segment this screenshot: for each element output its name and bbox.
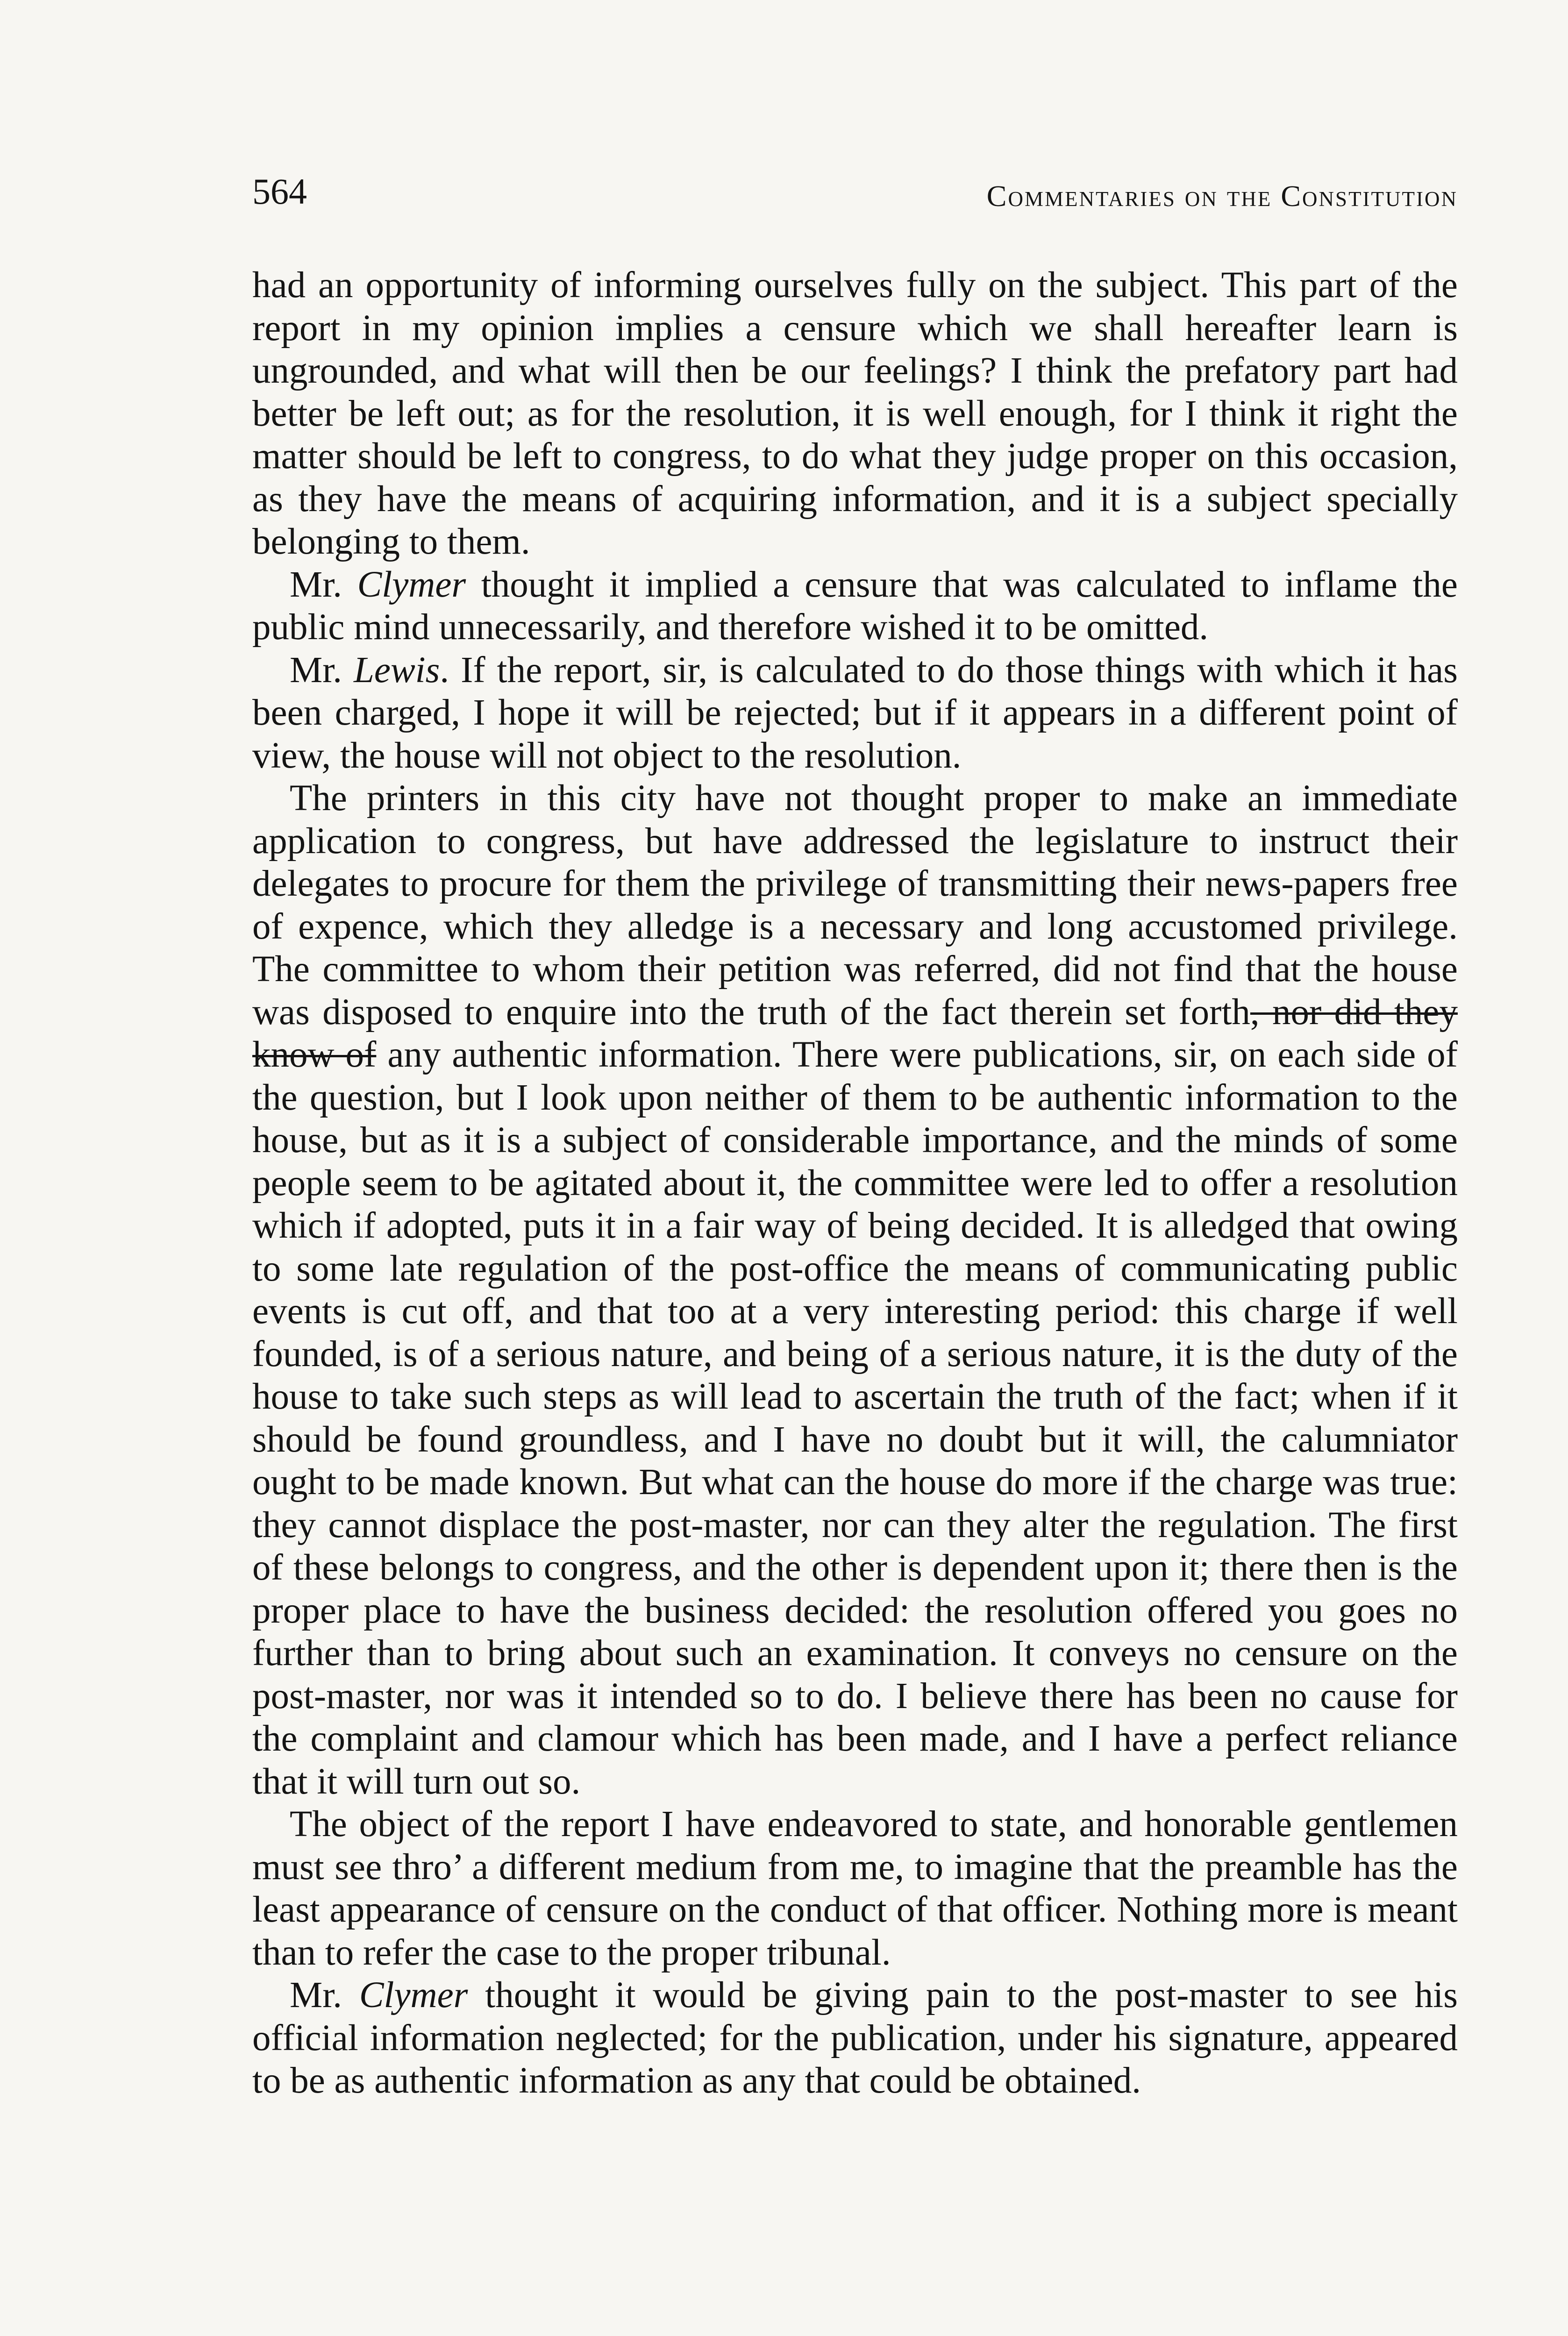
paragraph-text: thought it implied a censure that was calculated to inflame the public mind unnecessarily, and therefore wished it to be omitted. — [252, 564, 1458, 648]
body-text — [252, 264, 1458, 2102]
paragraph-text: thought it would be giving pain to the post-master to see his official information neglected; for the publication, under his signature, appeared to be as authentic information as any that could be obtained. — [252, 1975, 1458, 2101]
paragraph-object-of-report — [252, 1803, 1458, 1974]
speaker-name: Clymer — [357, 564, 466, 605]
honorific: Mr. — [290, 564, 357, 605]
paragraph-text: The printers in this city have not thought proper to make an immediate application to congress, but have addressed the legislature to instruct their delegates to procure for them the privilege of transmitting their news-papers free of expence, which they alledge is a necessary and long accustomed privilege. The committee to whom their petition was referred, did not find that the house was disposed to enquire into the truth of the fact therein set forth — [252, 778, 1458, 1033]
paragraph-printers — [252, 777, 1458, 1803]
paragraph-clymer-final — [252, 1974, 1458, 2102]
speaker-name: Clymer — [359, 1975, 468, 2016]
honorific: Mr. — [290, 649, 354, 691]
paragraph-text: had an opportunity of informing ourselves fully on the subject. This part of the report in my opinion implies a censure which we shall hereafter learn is ungrounded, and what will then be our feelings? I think the prefatory part had better be left out; as for the resolution, it is well enough, for I think it right the matter should be left to congress, to do what they judge proper on this occasion, as they have the means of acquiring information, and it is a subject specially belonging to them. — [252, 265, 1458, 562]
page-header — [252, 168, 1458, 224]
speaker-name: Lewis — [353, 649, 440, 691]
paragraph-clymer-remark — [252, 563, 1458, 649]
running-head: Commentaries on the Constitution — [986, 179, 1458, 213]
paragraph-continuation — [252, 264, 1458, 563]
page-number: 564 — [252, 171, 307, 212]
struck-through-text: , nor did they know of — [252, 991, 1458, 1075]
paragraph-text: The object of the report I have endeavored to state, and honorable gentlemen must see thro’ a different medium from me, to imagine that the preamble has the least appearance of censure on the conduct of that officer. Nothing more is meant than to refer the case to the proper tribunal. — [252, 1804, 1458, 1973]
honorific: Mr. — [290, 1975, 359, 2016]
paragraph-text: any authentic information. There were publications, sir, on each side of the question, but I look upon neither of them to be authentic information to the house, but as it is a subject of considerable importance, and the minds of some people seem to be agitated about it, the committee were led to offer a resolution which if adopted, puts it in a fair way of being decided. It is alledged that owing to some late regulation of the post-office the means of communicating public events is cut off, and that too at a very interesting period: this charge if well founded, is of a serious nature, and being of a serious nature, it is the duty of the house to take such steps as will lead to ascertain the truth of the fact; when if it should be found groundless, and I have no doubt but it will, the calumniator ought to be made known. But what can the house do more if the charge was true: they cannot displace the post-master, nor can they alter the regulation. The first of these belongs to congress, and the other is dependent upon it; there then is the proper place to have the business decided: the resolution offered you goes no further than to bring about such an examination. It conveys no censure on the post-master, nor was it intended so to do. I believe there has been no cause for the complaint and clamour which has been made, and I have a perfect reliance that it will turn out so. — [252, 1034, 1458, 1802]
paragraph-text: . If the report, sir, is calculated to do those things with which it has been charged, I hope it will be rejected; but if it appears in a different point of view, the house will not object to the resolution. — [252, 649, 1458, 776]
paragraph-lewis-speech — [252, 649, 1458, 777]
